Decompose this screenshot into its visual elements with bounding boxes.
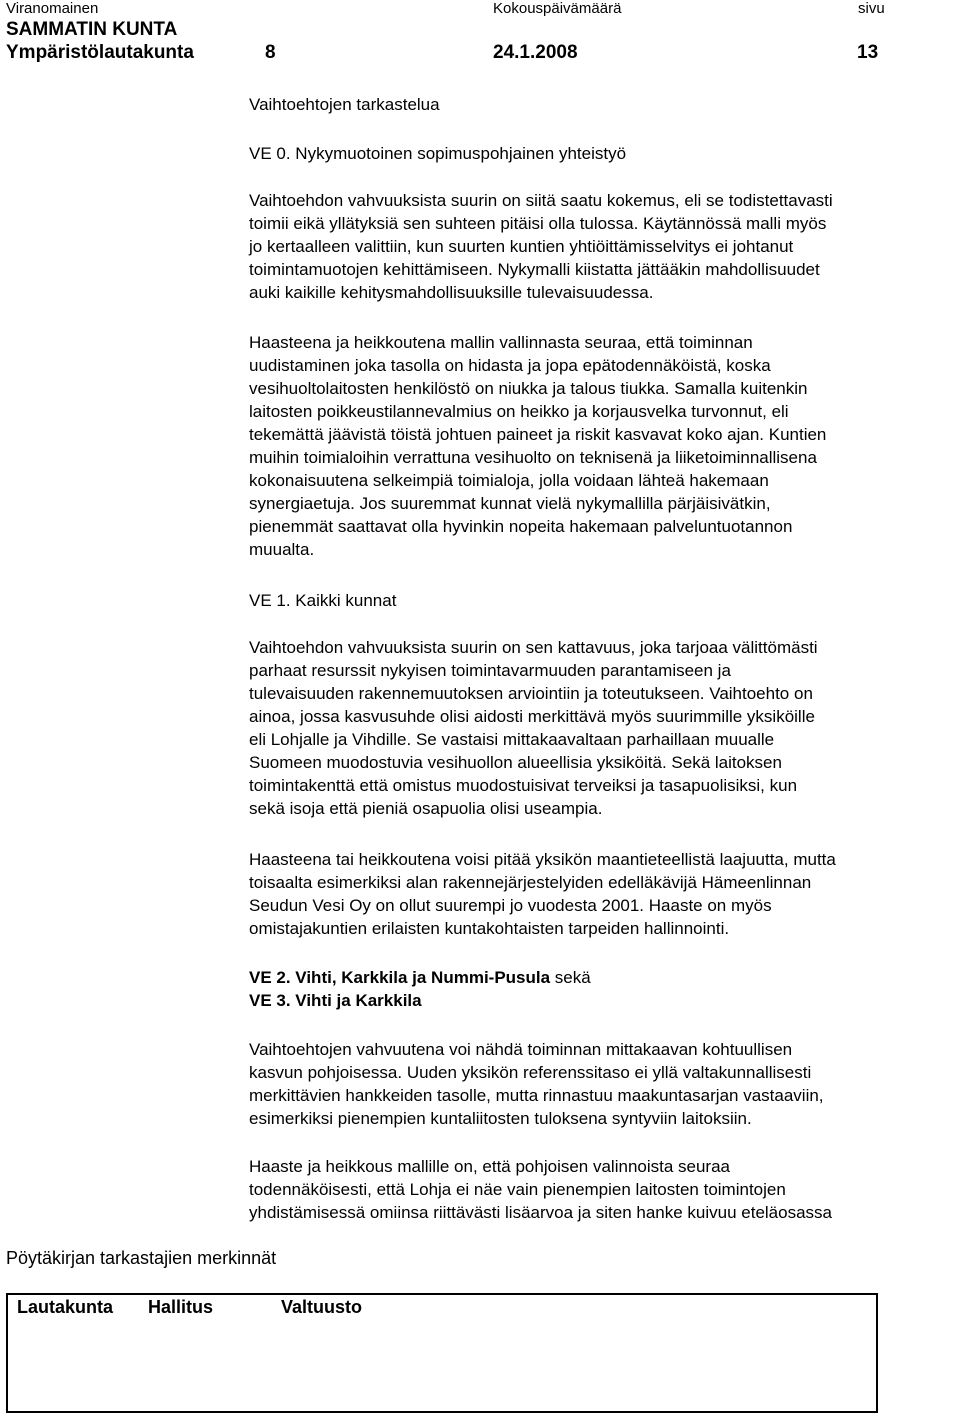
text-line: toimii eikä yllätyksiä sen suhteen pitäisi olla tulossa. Käytännössä malli myös [249, 214, 827, 233]
text-line: vesihuoltolaitosten henkilöstö on niukka ja talous tiukka. Samalla kuitenkin [249, 379, 808, 398]
text-line: jo kertaalleen valittiin, kun suurten kuntien yhtiöittämisselvitys ei johtanut [249, 237, 794, 256]
ve2-heading-bold: VE 2. Vihti, Karkkila ja Nummi-Pusula [249, 968, 551, 987]
text-line: kokonaisuutena selkeimpiä toimialoja, jolla voidaan lähteä hakemaan [249, 471, 769, 490]
header-meeting-date: 24.1.2008 [493, 42, 578, 63]
text-line: tekemättä jäävistä töistä johtuen paineet ja riskit kasvavat koko ajan. Kuntien [249, 425, 827, 444]
text-line: parhaat resurssit nykyisen toimintavarmuuden parantamiseen ja [249, 661, 731, 680]
text-line: Vaihtoehtojen vahvuutena voi nähdä toiminnan mittakaavan kohtuullisen [249, 1040, 793, 1059]
text-line: Suomeen muodostuvia vesihuollon alueellisia yksiköitä. Sekä laitoksen [249, 753, 782, 772]
text-line: Seudun Vesi Oy on ollut suurempi jo vuodesta 2001. Haaste on myös [249, 896, 772, 915]
text-line: toimintamuotojen kehittämiseen. Nykymalli kiistatta jättääkin mahdollisuudet [249, 260, 820, 279]
ve23-paragraph-1 [249, 1038, 824, 1130]
footer-col-valtuusto: Valtuusto [281, 1297, 363, 1317]
section-title: Vaihtoehtojen tarkastelua [249, 95, 440, 114]
footer-signature-box [6, 1293, 878, 1413]
header-page-number: 13 [857, 42, 879, 63]
text-line: eli Lohjalle ja Vihdille. Se vastaisi mittakaavaltaan parhaillaan muualle [249, 730, 775, 749]
text-line: muihin toimialoihin verrattuna vesihuolto on teknisenä ja liiketoiminnallisena [249, 448, 817, 467]
text-line: tulevaisuuden rakennemuutoksen arviointiin ja toteutukseen. Vaihtoehto on [249, 684, 813, 703]
text-line: laitosten poikkeustilannevalmius on heikko ja korjausvelka turvonnut, eli [249, 402, 789, 421]
ve1-paragraph-1 [249, 636, 818, 820]
text-line: Haasteena ja heikkoutena mallin vallinnasta seuraa, että toiminnan [249, 333, 753, 352]
header-org-name: SAMMATIN KUNTA [6, 19, 178, 40]
text-line: auki kaikille kehitysmahdollisuuksille tulevaisuudessa. [249, 283, 654, 302]
text-line: pienemmät saattavat olla hyvinkin nopeita hakemaan palveluntuotannon [249, 517, 793, 536]
text-line: Haasteena tai heikkoutena voisi pitää yksikön maantieteellistä laajuutta, mutta [249, 850, 836, 869]
text-line: toisaalta esimerkiksi alan rakennejärjestelyiden edelläkävijä Hämeenlinnan [249, 873, 812, 892]
ve2-ve3-heading [249, 966, 591, 1012]
text-line: Vaihtoehdon vahvuuksista suurin on sen kattavuus, joka tarjoaa välittömästi [249, 638, 818, 657]
ve0-paragraph-2 [249, 331, 826, 561]
header-section-number: 8 [265, 42, 276, 63]
text-line: esimerkiksi pienempien kuntaliitosten tuloksena syntyviin laitoksiin. [249, 1109, 752, 1128]
header-date-label: Kokouspäivämäärä [493, 0, 622, 17]
ve2-heading-line [249, 966, 591, 989]
ve23-paragraph-2 [249, 1155, 832, 1224]
header-board: Ympäristölautakunta [6, 42, 194, 63]
text-line: uudistaminen joka tasolla on hidasta ja jopa epätodennäköistä, koska [249, 356, 771, 375]
text-line: Vaihtoehdon vahvuuksista suurin on siitä saatu kokemus, eli se todistettavasti [249, 191, 833, 210]
footer-col-hallitus: Hallitus [148, 1297, 214, 1317]
ve1-paragraph-2 [249, 848, 836, 940]
ve0-heading: VE 0. Nykymuotoinen sopimuspohjainen yhteistyö [249, 144, 627, 163]
text-line: todennäköisesti, että Lohja ei näe vain pienempien laitosten toimintojen [249, 1180, 786, 1199]
text-line: yhdistämisessä omiinsa riittävästi lisäarvoa ja siten hanke kuivuu eteläosassa [249, 1203, 833, 1222]
ve3-heading-line: VE 3. Vihti ja Karkkila [249, 991, 422, 1010]
text-line: muualta. [249, 540, 315, 559]
text-line: kasvun pohjoisessa. Uuden yksikön referenssitaso ei yllä valtakunnallisesti [249, 1063, 812, 1082]
header-page-label: sivu [858, 0, 885, 17]
text-line: Haaste ja heikkous mallille on, että pohjoisen valinnoista seuraa [249, 1157, 731, 1176]
header-authority-label: Viranomainen [6, 0, 99, 17]
reviewers-label: Pöytäkirjan tarkastajien merkinnät [6, 1248, 277, 1268]
text-line: synergiaetuja. Jos suuremmat kunnat vielä nykymallilla pärjäisivätkin, [249, 494, 771, 513]
ve2-heading-plain: sekä [550, 968, 591, 987]
ve0-paragraph-1 [249, 189, 833, 304]
ve1-heading: VE 1. Kaikki kunnat [249, 591, 397, 610]
footer-col-lautakunta: Lautakunta [17, 1297, 114, 1317]
text-line: toimintakenttä että omistus muodostuisivat terveiksi ja tasapuolisiksi, kun [249, 776, 798, 795]
text-line: omistajakuntien erilaisten kuntakohtaisten tarpeiden hallinnointi. [249, 919, 730, 938]
text-line: sekä isoja että pieniä osapuolia olisi useampia. [249, 799, 603, 818]
text-line: ainoa, jossa kasvusuhde olisi aidosti merkittävä myös suurimmille yksiköille [249, 707, 815, 726]
text-line: merkittävien hankkeiden tasolle, mutta rinnastuu maakuntasarjan vastaaviin, [249, 1086, 824, 1105]
